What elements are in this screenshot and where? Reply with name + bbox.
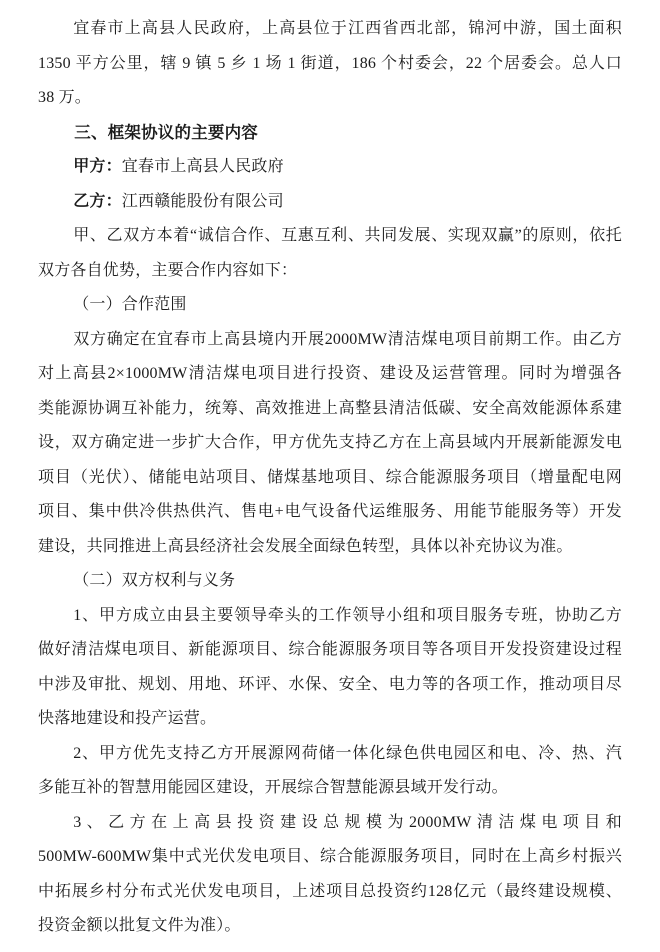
text-segment: 双方确定在宜春市上高县境内开展2000MW清洁煤电项目前期工作。由乙方 xyxy=(73,330,622,348)
text-segment: 1、甲方成立由县主要领导牵头的工作领导小组和项目服务专班，协助乙方 xyxy=(73,606,622,624)
document-line xyxy=(38,806,622,841)
document-line xyxy=(38,840,622,875)
document-line xyxy=(38,81,622,116)
document-line xyxy=(38,564,622,599)
text-segment: （二）双方权利与义务 xyxy=(73,572,236,589)
text-segment: 设，双方确定进一步扩大合作，甲方优先支持乙方在上高县域内开展新能源发电 xyxy=(38,434,622,451)
text-segment: 多能互补的智慧用能园区建设，开展综合智慧能源县域开发行动。 xyxy=(38,779,508,796)
document-line xyxy=(38,599,622,634)
text-segment: （一）合作范围 xyxy=(73,296,187,313)
document-line xyxy=(38,737,622,772)
text-segment: 建设，共同推进上高县经济社会发展全面绿色转型，具体以补充协议为准。 xyxy=(38,537,573,555)
document-line xyxy=(38,426,622,461)
text-segment: 快落地建设和投产运营。 xyxy=(38,710,217,727)
document-line xyxy=(38,668,622,703)
document-line xyxy=(38,633,622,668)
document-line xyxy=(38,12,622,47)
text-segment: 2、甲方优先支持乙方开展源网荷储一体化绿色供电园区和电、冷、热、汽 xyxy=(73,744,622,762)
document-body xyxy=(38,12,622,944)
text-segment: 1350 平方公里，辖 9 镇 5 乡 1 场 1 街道，186 个村委会，22 个居委会。总人口 xyxy=(38,54,622,72)
text-segment: 中拓展乡村分布式光伏发电项目，上述项目总投资约128亿元（最终建设规模、 xyxy=(38,882,622,900)
document-line xyxy=(38,875,622,910)
document-line xyxy=(38,357,622,392)
document-line xyxy=(38,771,622,806)
document-line xyxy=(38,219,622,254)
text-segment: 500MW-600MW集中式光伏发电项目、综合能源服务项目，同时在上高乡村振兴 xyxy=(38,848,622,865)
text-segment: 中涉及审批、规划、用地、环评、水保、安全、电力等的各项工作，推动项目尽 xyxy=(38,675,622,693)
text-segment: 宜春市上高县人民政府 xyxy=(121,158,284,175)
document-line xyxy=(38,47,622,82)
text-segment: 对上高县2×1000MW清洁煤电项目进行投资、建设及运营管理。同时为增强各 xyxy=(38,365,622,382)
text-segment: 3、乙方在上高县投资建设总规模为2000MW清洁煤电项目和 xyxy=(73,813,622,831)
text-segment: 类能源协调互补能力，统筹、高效推进上高整县清洁低碳、安全高效能源体系建 xyxy=(38,399,622,417)
text-segment: 38 万。 xyxy=(38,89,92,106)
text-segment: 宜春市上高县人民政府，上高县位于江西省西北部，锦河中游，国土面积 xyxy=(73,20,622,37)
document-line xyxy=(38,909,622,944)
text-segment: 项目、集中供冷供热供汽、售电+电气设备代运维服务、用能节能服务等）开发 xyxy=(38,503,622,520)
document-line xyxy=(38,150,622,185)
document-line xyxy=(38,702,622,737)
document-line xyxy=(38,495,622,530)
text-segment: 甲、乙双方本着“诚信合作、互惠互利、共同发展、实现双赢”的原则，依托 xyxy=(73,227,622,244)
bold-text-segment: 三、框架协议的主要内容 xyxy=(74,123,258,142)
document-line xyxy=(38,323,622,358)
text-segment: 做好清洁煤电项目、新能源项目、综合能源服务项目等各项目开发投资建设过程 xyxy=(38,641,622,658)
document-line xyxy=(38,254,622,289)
document-line xyxy=(38,392,622,427)
bold-text-segment: 乙方： xyxy=(73,192,122,210)
text-segment: 项目（光伏）、储能电站项目、储煤基地项目、综合能源服务项目（增量配电网 xyxy=(38,468,622,486)
document-line xyxy=(38,185,622,220)
document-line xyxy=(38,461,622,496)
text-segment: 双方各自优势，主要合作内容如下： xyxy=(38,261,298,279)
section-heading xyxy=(38,116,622,151)
document-line xyxy=(38,530,622,565)
document-line xyxy=(38,288,622,323)
bold-text-segment: 甲方： xyxy=(73,158,122,175)
text-segment: 江西赣能股份有限公司 xyxy=(121,192,284,210)
text-segment: 投资金额以批复文件为准）。 xyxy=(38,917,241,934)
